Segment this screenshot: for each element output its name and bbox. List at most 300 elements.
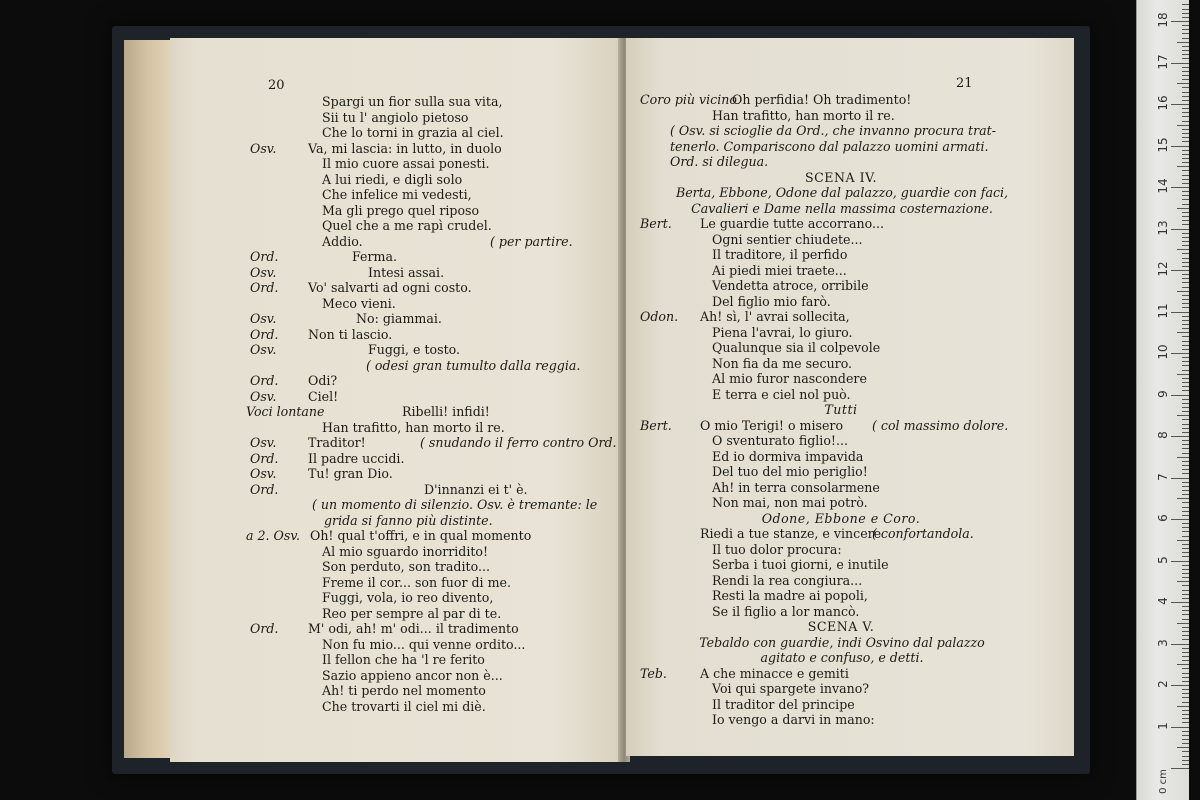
verse-line: Oh! qual t'offri, e in qual momento (310, 528, 532, 543)
ruler-tick (1182, 170, 1189, 171)
ruler-tick (1182, 133, 1189, 134)
ruler-tick (1182, 440, 1189, 441)
verse-line: Il traditor del principe (712, 696, 855, 712)
ruler-tick (1182, 25, 1189, 26)
ruler-tick (1171, 63, 1189, 64)
verse-line: Ogni sentier chiudete... (712, 231, 863, 247)
ruler-tick (1182, 237, 1189, 238)
ruler-number: 18 (1156, 12, 1170, 28)
verse-line: No: giammai. (356, 311, 442, 326)
ruler-tick (1182, 345, 1189, 346)
ruler-tick (1171, 727, 1189, 728)
speaker-label: Osv. (250, 342, 277, 357)
ruler-tick (1182, 594, 1189, 595)
ruler-tick (1171, 395, 1189, 396)
ruler-tick (1182, 365, 1189, 366)
speaker-label: Ord. (250, 249, 279, 264)
ruler-tick (1182, 245, 1189, 246)
ruler-tick (1177, 332, 1189, 333)
ruler-tick (1182, 764, 1189, 765)
ruler-tick (1182, 548, 1189, 549)
ruler-tick (1182, 274, 1189, 275)
ruler-tick (1182, 453, 1189, 454)
verse-line: Ah! sì, l' avrai sollecita, (700, 309, 850, 324)
verse-line: Piena l'avrai, lo giuro. (712, 324, 853, 340)
ruler-tick (1177, 623, 1189, 624)
verse-line: Ciel! (308, 388, 339, 404)
ruler-tick (1182, 486, 1189, 487)
ruler-tick (1182, 162, 1189, 163)
verse-line: Meco vieni. (322, 295, 396, 311)
ruler-tick (1182, 536, 1189, 537)
ruler-tick (1182, 58, 1189, 59)
verse-line: M' odi, ah! m' odi... il tradimento (308, 621, 519, 636)
verse-line: A che minacce e gemiti (700, 665, 849, 681)
speaker-label: Ord. (250, 621, 279, 636)
verse-line: Ah! in terra consolarmene (712, 479, 880, 495)
ruler-tick (1182, 287, 1189, 288)
verse-line: Resti la madre ai popoli, (712, 588, 868, 603)
stage-direction: ( snudando il ferro contro Ord. (420, 435, 617, 450)
ruler-tick (1182, 328, 1189, 329)
verse-line: Vendetta atroce, orribile (712, 278, 869, 293)
speaker-label: Coro più vicino (640, 92, 737, 107)
ruler-tick (1171, 436, 1189, 437)
ruler-tick (1171, 187, 1189, 188)
left-page (170, 38, 622, 762)
speaker-label: Ord. (250, 373, 279, 388)
speaker-label: Ord. (250, 481, 279, 497)
ruler-tick (1182, 390, 1189, 391)
ruler-tick (1182, 585, 1189, 586)
ruler-tick (1182, 428, 1189, 429)
page-number: 21 (956, 76, 973, 91)
ruler-tick (1182, 212, 1189, 213)
ruler-tick (1182, 357, 1189, 358)
ruler-number: 9 (1156, 389, 1170, 398)
ruler-tick (1182, 303, 1189, 304)
verse-line: Del figlio mio farò. (712, 293, 831, 309)
ruler-tick (1171, 561, 1189, 562)
ruler-tick (1182, 461, 1189, 462)
ruler-tick (1182, 320, 1189, 321)
verse-line: Che infelice mi vedesti, (322, 187, 472, 202)
ruler-tick (1171, 602, 1189, 603)
ruler-tick (1182, 419, 1189, 420)
ruler-number: 2 (1156, 680, 1170, 688)
verse-line: Il padre uccidi. (308, 450, 405, 466)
ruler-number: 5 (1156, 555, 1170, 564)
verse-line: Ma gli prego quel riposo (322, 202, 480, 218)
verse-line: Se il figlio a lor mancò. (712, 603, 860, 619)
verse-line: Han trafitto, han morto il re. (322, 419, 505, 435)
verse-line: Il tuo dolor procura: (712, 541, 842, 557)
ruler-tick (1171, 353, 1189, 354)
verse-line: Le guardie tutte accorrano... (700, 216, 885, 231)
ruler-tick (1182, 577, 1189, 578)
ruler-tick (1182, 266, 1189, 267)
ruler-tick (1177, 415, 1189, 416)
ruler-tick (1182, 307, 1189, 308)
ruler-tick (1182, 652, 1189, 653)
ruler-tick (1182, 722, 1189, 723)
verse-line: Non ti lascio. (308, 326, 393, 342)
ruler-tick (1182, 702, 1189, 703)
stage-direction: Ord. si dilegua. (670, 154, 769, 169)
scene-characters: Berta, Ebbone, Odone dal palazzo, guardie con faci, (675, 185, 1009, 200)
ruler-tick (1171, 644, 1189, 645)
verse-line: Al mio sguardo inorridito! (322, 543, 489, 559)
ruler-tick (1182, 199, 1189, 200)
ruler-tick (1182, 67, 1189, 68)
ruler-tick (1177, 581, 1189, 582)
ruler-tick (1182, 341, 1189, 342)
ruler-tick (1182, 191, 1189, 192)
right-page (626, 38, 1074, 756)
ruler-tick (1182, 523, 1189, 524)
verse-line: D'innanzi ei t' è. (424, 481, 528, 497)
ruler-tick (1182, 137, 1189, 138)
ruler-tick (1182, 17, 1189, 18)
ruler-tick (1182, 224, 1189, 225)
ruler-tick (1171, 229, 1189, 230)
ruler-tick (1182, 573, 1189, 574)
ruler-number: 7 (1156, 472, 1170, 481)
stage-direction: ( Osv. si scioglie da Ord., che invanno procura trat- (670, 123, 996, 138)
ruler-tick (1182, 635, 1189, 636)
ruler-tick (1182, 220, 1189, 221)
speaker-label: a 2. Osv. (246, 528, 300, 543)
ruler-tick (1177, 374, 1189, 375)
ruler-tick (1182, 619, 1189, 620)
ruler-tick (1182, 183, 1189, 184)
ruler-tick (1182, 444, 1189, 445)
ruler-tick (1171, 312, 1189, 313)
ruler-tick (1182, 386, 1189, 387)
ruler-tick (1182, 141, 1189, 142)
ruler-tick (1177, 291, 1189, 292)
ruler-tick (1182, 494, 1189, 495)
verse-line: Han trafitto, han morto il re. (712, 107, 895, 123)
ruler-tick (1182, 378, 1189, 379)
ruler-tick (1177, 166, 1189, 167)
speaker-label: Ord. (250, 450, 279, 466)
ruler-tick (1182, 511, 1189, 512)
ruler-tick (1182, 735, 1189, 736)
verse-line: Son perduto, son tradito... (322, 559, 490, 574)
verse-line: Tu! gran Dio. (308, 466, 393, 481)
ruler-tick (1177, 747, 1189, 748)
ruler-tick (1182, 565, 1189, 566)
speaker-label: Odon. (640, 309, 679, 324)
speaker-label: Osv. (250, 311, 277, 326)
verse-line: Fuggi, e tosto. (368, 342, 460, 357)
ruler-number: 13 (1156, 219, 1170, 236)
scene-heading: Odone, Ebbone e Coro. (761, 510, 921, 526)
ruler-tick (1182, 465, 1189, 466)
ruler-tick (1182, 75, 1189, 76)
ruler-tick (1182, 175, 1189, 176)
verse-line: Sii tu l' angiolo pietoso (322, 109, 469, 125)
ruler-tick (1182, 668, 1189, 669)
ruler-number: 17 (1156, 53, 1170, 70)
ruler-number: 1 (1156, 721, 1170, 730)
ruler-tick (1182, 46, 1189, 47)
ruler-number: 6 (1156, 514, 1170, 522)
ruler-tick (1182, 38, 1189, 39)
ruler-tick (1182, 473, 1189, 474)
page-number: 20 (268, 78, 285, 93)
verse-line: Quel che a me rapì crudel. (322, 218, 492, 233)
ruler-tick (1182, 92, 1189, 93)
ruler-tick (1182, 216, 1189, 217)
ruler-tick (1182, 4, 1189, 5)
verse-line: Che trovarti il ciel mi diè. (322, 698, 486, 714)
ruler-number: 3 (1156, 638, 1170, 647)
ruler-tick (1182, 648, 1189, 649)
ruler-tick (1171, 685, 1189, 686)
scene-heading: SCENA V. (807, 619, 875, 634)
ruler-tick (1182, 129, 1189, 130)
verse-line: Al mio furor nascondere (712, 371, 867, 386)
ruler-number: 15 (1156, 136, 1170, 153)
ruler-tick (1182, 399, 1189, 400)
verse-line: E terra e ciel nol può. (712, 386, 851, 402)
speaker-label: Teb. (640, 665, 667, 681)
ruler-tick (1182, 336, 1189, 337)
speaker-label: Osv. (250, 140, 277, 156)
ruler-tick (1182, 689, 1189, 690)
ruler-tick (1182, 316, 1189, 317)
ruler-tick (1182, 714, 1189, 715)
ruler-tick (1171, 519, 1189, 520)
ruler-tick (1182, 121, 1189, 122)
ruler-tick (1182, 278, 1189, 279)
ruler-tick (1182, 33, 1189, 34)
ruler-tick (1182, 158, 1189, 159)
ruler-tick (1182, 50, 1189, 51)
ruler-tick (1182, 731, 1189, 732)
verse-line: Traditor! (308, 435, 366, 450)
measuring-ruler (1136, 0, 1189, 800)
ruler-tick (1182, 490, 1189, 491)
ruler-tick (1182, 87, 1189, 88)
ruler-tick (1182, 195, 1189, 196)
ruler-tick (1182, 233, 1189, 234)
ruler-tick (1182, 531, 1189, 532)
ruler-tick (1182, 79, 1189, 80)
verse-line: Il traditore, il perfido (712, 247, 848, 262)
verse-line: Spargi un fior sulla sua vita, (322, 94, 503, 109)
ruler-tick (1182, 631, 1189, 632)
ruler-tick (1182, 382, 1189, 383)
ruler-tick (1182, 710, 1189, 711)
speaker-label: Voci lontane (246, 404, 325, 419)
verse-line: Non fu mio... qui venne ordito... (322, 636, 526, 652)
ruler-tick (1171, 478, 1189, 479)
ruler-tick (1182, 432, 1189, 433)
ruler-tick (1182, 760, 1189, 761)
ruler-tick (1182, 610, 1189, 611)
verse-line: Ai piedi miei traete... (712, 262, 847, 278)
ruler-tick (1177, 498, 1189, 499)
ruler-tick (1182, 361, 1189, 362)
scene-characters: Cavalieri e Dame nella massima costernazione. (691, 200, 993, 216)
ruler-tick (1182, 507, 1189, 508)
ruler-tick (1182, 324, 1189, 325)
ruler-unit-label: 0 cm (1157, 769, 1169, 794)
ruler-tick (1177, 125, 1189, 126)
ruler-tick (1182, 100, 1189, 101)
scene-characters: Tebaldo con guardie, indi Osvino dal palazzo (699, 634, 985, 650)
ruler-tick (1182, 241, 1189, 242)
ruler-tick (1177, 83, 1189, 84)
verse-line: Riedi a tue stanze, e vincere (700, 526, 882, 541)
verse-line: Sazio appieno ancor non è... (322, 667, 503, 683)
ruler-tick (1182, 739, 1189, 740)
stage-direction: ( col massimo dolore. (872, 417, 1009, 433)
verse-line: Fuggi, vola, io reo divento, (322, 590, 494, 605)
ruler-tick (1182, 590, 1189, 591)
ruler-tick (1182, 262, 1189, 263)
ruler-tick (1177, 208, 1189, 209)
verse-line: Reo per sempre al par di te. (322, 605, 502, 621)
stage-direction: ( per partire. (490, 233, 573, 249)
ruler-tick (1182, 693, 1189, 694)
ruler-tick (1182, 697, 1189, 698)
stage-direction: ( confortandola. (872, 526, 974, 541)
ruler-tick (1182, 258, 1189, 259)
verse-line: O sventurato figlio!... (712, 433, 848, 448)
speaker-label: Osv. (250, 435, 277, 450)
ruler-tick (1182, 282, 1189, 283)
ruler-tick (1182, 179, 1189, 180)
ruler-tick (1182, 403, 1189, 404)
ruler-tick (1177, 706, 1189, 707)
ruler-tick (1171, 21, 1189, 22)
verse-line: Ferma. (352, 249, 397, 264)
speaker-label: Bert. (640, 216, 672, 231)
ruler-tick (1182, 295, 1189, 296)
scene-characters: agitato e confuso, e detti. (760, 650, 924, 665)
ruler-number: 14 (1156, 178, 1170, 194)
ruler-tick (1182, 681, 1189, 682)
ruler-tick (1182, 407, 1189, 408)
verse-line: Freme il cor... son fuor di me. (322, 574, 511, 590)
ruler-tick (1182, 743, 1189, 744)
speaker-label: Ord. (250, 280, 279, 295)
ruler-tick (1182, 108, 1189, 109)
ruler-tick (1182, 54, 1189, 55)
verse-line: Oh perfidia! Oh tradimento! (732, 92, 912, 107)
stage-direction: grida si fanno più distinte. (324, 512, 493, 528)
ruler-tick (1182, 673, 1189, 674)
ruler-tick (1182, 552, 1189, 553)
ruler-tick (1182, 627, 1189, 628)
ruler-tick (1182, 527, 1189, 528)
ruler-number: 4 (1156, 597, 1170, 605)
ruler-tick (1177, 42, 1189, 43)
speaker-label: Ord. (250, 326, 279, 342)
stage-direction: tenerlo. Compariscono dal palazzo uomini armati. (670, 138, 989, 154)
ruler-tick (1182, 469, 1189, 470)
speaker-label: Osv. (250, 466, 277, 481)
verse-line: Il mio cuore assai ponesti. (322, 156, 490, 171)
ruler-number: 12 (1156, 261, 1170, 277)
ruler-tick (1171, 146, 1189, 147)
verse-line: Ed io dormiva impavida (712, 448, 864, 464)
verse-line: O mio Terigi! o misero (700, 417, 844, 433)
ruler-tick (1182, 9, 1189, 10)
ruler-tick (1182, 569, 1189, 570)
ruler-number: 16 (1156, 95, 1170, 111)
ruler-tick (1182, 96, 1189, 97)
ruler-tick (1171, 104, 1189, 105)
ruler-tick (1182, 482, 1189, 483)
ruler-tick (1171, 270, 1189, 271)
ruler-tick (1182, 150, 1189, 151)
ruler-tick (1182, 756, 1189, 757)
verse-line: Vo' salvarti ad ogni costo. (308, 280, 472, 295)
ruler-tick (1182, 614, 1189, 615)
ruler-tick (1182, 677, 1189, 678)
verse-line: Del tuo del mio periglio! (712, 464, 868, 479)
verse-line: Voi qui spargete invano? (712, 681, 870, 696)
ruler-tick (1182, 112, 1189, 113)
verse-line: Serba i tuoi giorni, e inutile (712, 557, 889, 572)
ruler-tick (1182, 116, 1189, 117)
ruler-tick (1177, 664, 1189, 665)
verse-line: Rendi la rea congiura... (712, 572, 863, 588)
ruler-tick (1182, 411, 1189, 412)
verse-line: Il fellon che ha 'l re ferito (322, 652, 485, 667)
ruler-tick (1182, 718, 1189, 719)
scene-heading: Tutti (824, 402, 858, 417)
verse-line: Non mai, non mai potrò. (712, 495, 868, 510)
ruler-tick (1182, 29, 1189, 30)
verse-line: Che lo torni in grazia al ciel. (322, 125, 504, 140)
ruler-tick (1182, 370, 1189, 371)
verse-line: Non fia da me securo. (712, 355, 853, 371)
ruler-tick (1182, 448, 1189, 449)
ruler-tick (1182, 253, 1189, 254)
ruler-tick (1182, 660, 1189, 661)
ruler-tick (1182, 639, 1189, 640)
ruler-tick (1182, 349, 1189, 350)
verse-line: Va, mi lascia: in lutto, in duolo (308, 140, 502, 156)
ruler-tick (1177, 457, 1189, 458)
stage-direction: ( un momento di silenzio. Osv. è tremante: le (312, 497, 598, 512)
ruler-number: 8 (1156, 431, 1170, 439)
verse-line: A lui riedi, e digli solo (322, 171, 463, 187)
verse-line: Addio. (322, 233, 363, 249)
ruler-tick (1177, 540, 1189, 541)
ruler-tick (1182, 544, 1189, 545)
speaker-label: Bert. (640, 417, 672, 433)
ruler-tick (1182, 71, 1189, 72)
ruler-tick (1182, 299, 1189, 300)
ruler-tick (1182, 606, 1189, 607)
ruler-tick (1182, 154, 1189, 155)
scene-heading: SCENA IV. (805, 169, 877, 185)
ruler-tick (1182, 751, 1189, 752)
ruler-tick (1171, 768, 1189, 769)
verse-line: Odi? (308, 373, 338, 388)
speaker-label: Osv. (250, 388, 277, 404)
speaker-label: Osv. (250, 264, 277, 280)
ruler-tick (1182, 656, 1189, 657)
ruler-tick (1182, 424, 1189, 425)
